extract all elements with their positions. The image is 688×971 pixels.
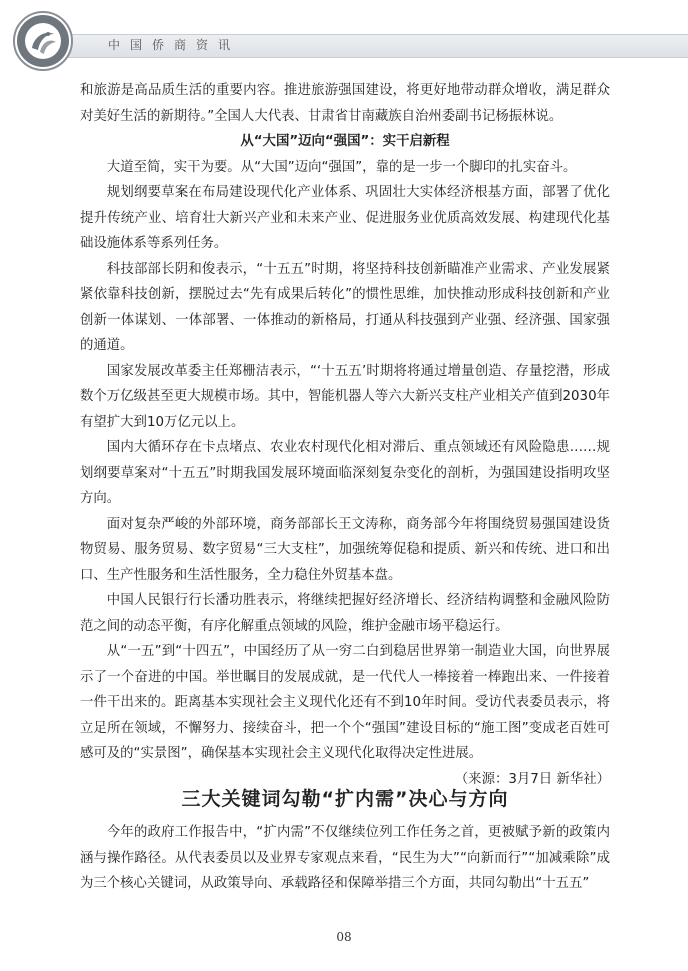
- article-paragraph: 中国人民银行行长潘功胜表示，将继续把握好经济增长、经济结构调整和金融风险防范之间的动态平衡，有序化解重点领域的风险，维护金融市场平稳运行。: [80, 593, 610, 634]
- article-paragraph: 大道至简，实干为要。从“大国”迈向“强国”，靠的是一步一个脚印的扎实奋斗。: [106, 159, 577, 175]
- article-paragraph: 面对复杂严峻的外部环境，商务部部长王文涛称，商务部今年将围绕贸易强国建设货物贸易、服务贸易、数字贸易“三大支柱”，加强统筹促稳和提质、新兴和传统、进口和出口、生产性服务和生活性服务，全力稳住外贸基本盘。: [80, 516, 610, 583]
- article-source: （来源：3月7日 新华社）: [454, 771, 610, 787]
- header-title: 中国侨商资讯: [108, 38, 241, 52]
- page-header: [0, 0, 688, 62]
- article-paragraph: 和旅游是高品质生活的重要内容。推进旅游强国建设，将更好地带动群众增收，满足群众对美好生活的新期待。”全国人大代表、甘肃省甘南藏族自治州委副书记杨振林说。: [80, 83, 610, 124]
- section-body: [80, 820, 610, 897]
- logo-icon: [12, 10, 74, 72]
- section-title: 三大关键词勾勒“扩内需”决心与方向: [181, 788, 509, 810]
- article-body: [80, 78, 610, 792]
- page-number: 08: [336, 930, 352, 944]
- article-paragraph: 从“一五”到“十四五”，中国经历了从一穷二白到稳居世界第一制造业大国，向世界展示了一个奋进的中国。举世瞩目的发展成就，是一代代人一棒接着一棒跑出来、一件接着一件干出来的。距离基本实现社会主义现代化还有不到10年时间。受访代表委员表示，将立足所在领域，不懈努力、接续奋斗，把一个个“强国”建设目标的“施工图”变成老百姓可感可及的“实景图”，确保基本实现社会主义现代化取得决定性进展。: [80, 644, 610, 761]
- subsection-heading: 从“大国”迈向“强国”：实干启新程: [240, 134, 450, 149]
- article-paragraph: 规划纲要草案在布局建设现代化产业体系、巩固壮大实体经济根基方面，部署了优化提升传统产业、培育壮大新兴产业和未来产业、促进服务业优质高效发展、构建现代化基础设施体系等系列任务。: [80, 185, 610, 251]
- article-paragraph: 国内大循环存在卡点堵点、农业农村现代化相对滞后、重点领域还有风险隐患……规划纲要草案对“十五五”时期我国发展环境面临深刻复杂变化的剖析，为强国建设指明攻坚方向。: [80, 440, 610, 506]
- section-paragraph: 今年的政府工作报告中，“扩内需”不仅继续位列工作任务之首，更被赋予新的政策内涵与操作路径。从代表委员以及业界专家观点来看，“民生为大”“向新而行”“加减乘除”成为三个核心关键词，从政策导向、承载路径和保障举措三个方面，共同勾勒出“十五五”: [80, 825, 610, 891]
- article-paragraph: 国家发展改革委主任郑栅洁表示，“‘十五五’时期将将通过增量创造、存量挖潜，形成数个万亿级甚至更大规模市场。其中，智能机器人等六大新兴支柱产业相关产值到2030年有望扩大到10万亿元以上。: [80, 363, 610, 430]
- article-paragraph: 科技部部长阴和俊表示，“十五五”时期，将坚持科技创新瞄准产业需求、产业发展紧紧依靠科技创新，摆脱过去“先有成果后转化”的惯性思维，加快推动形成科技创新和产业创新一体谋划、一体部署、一体推动的新格局，打通从科技强到产业强、经济强、国家强的通道。: [80, 261, 610, 353]
